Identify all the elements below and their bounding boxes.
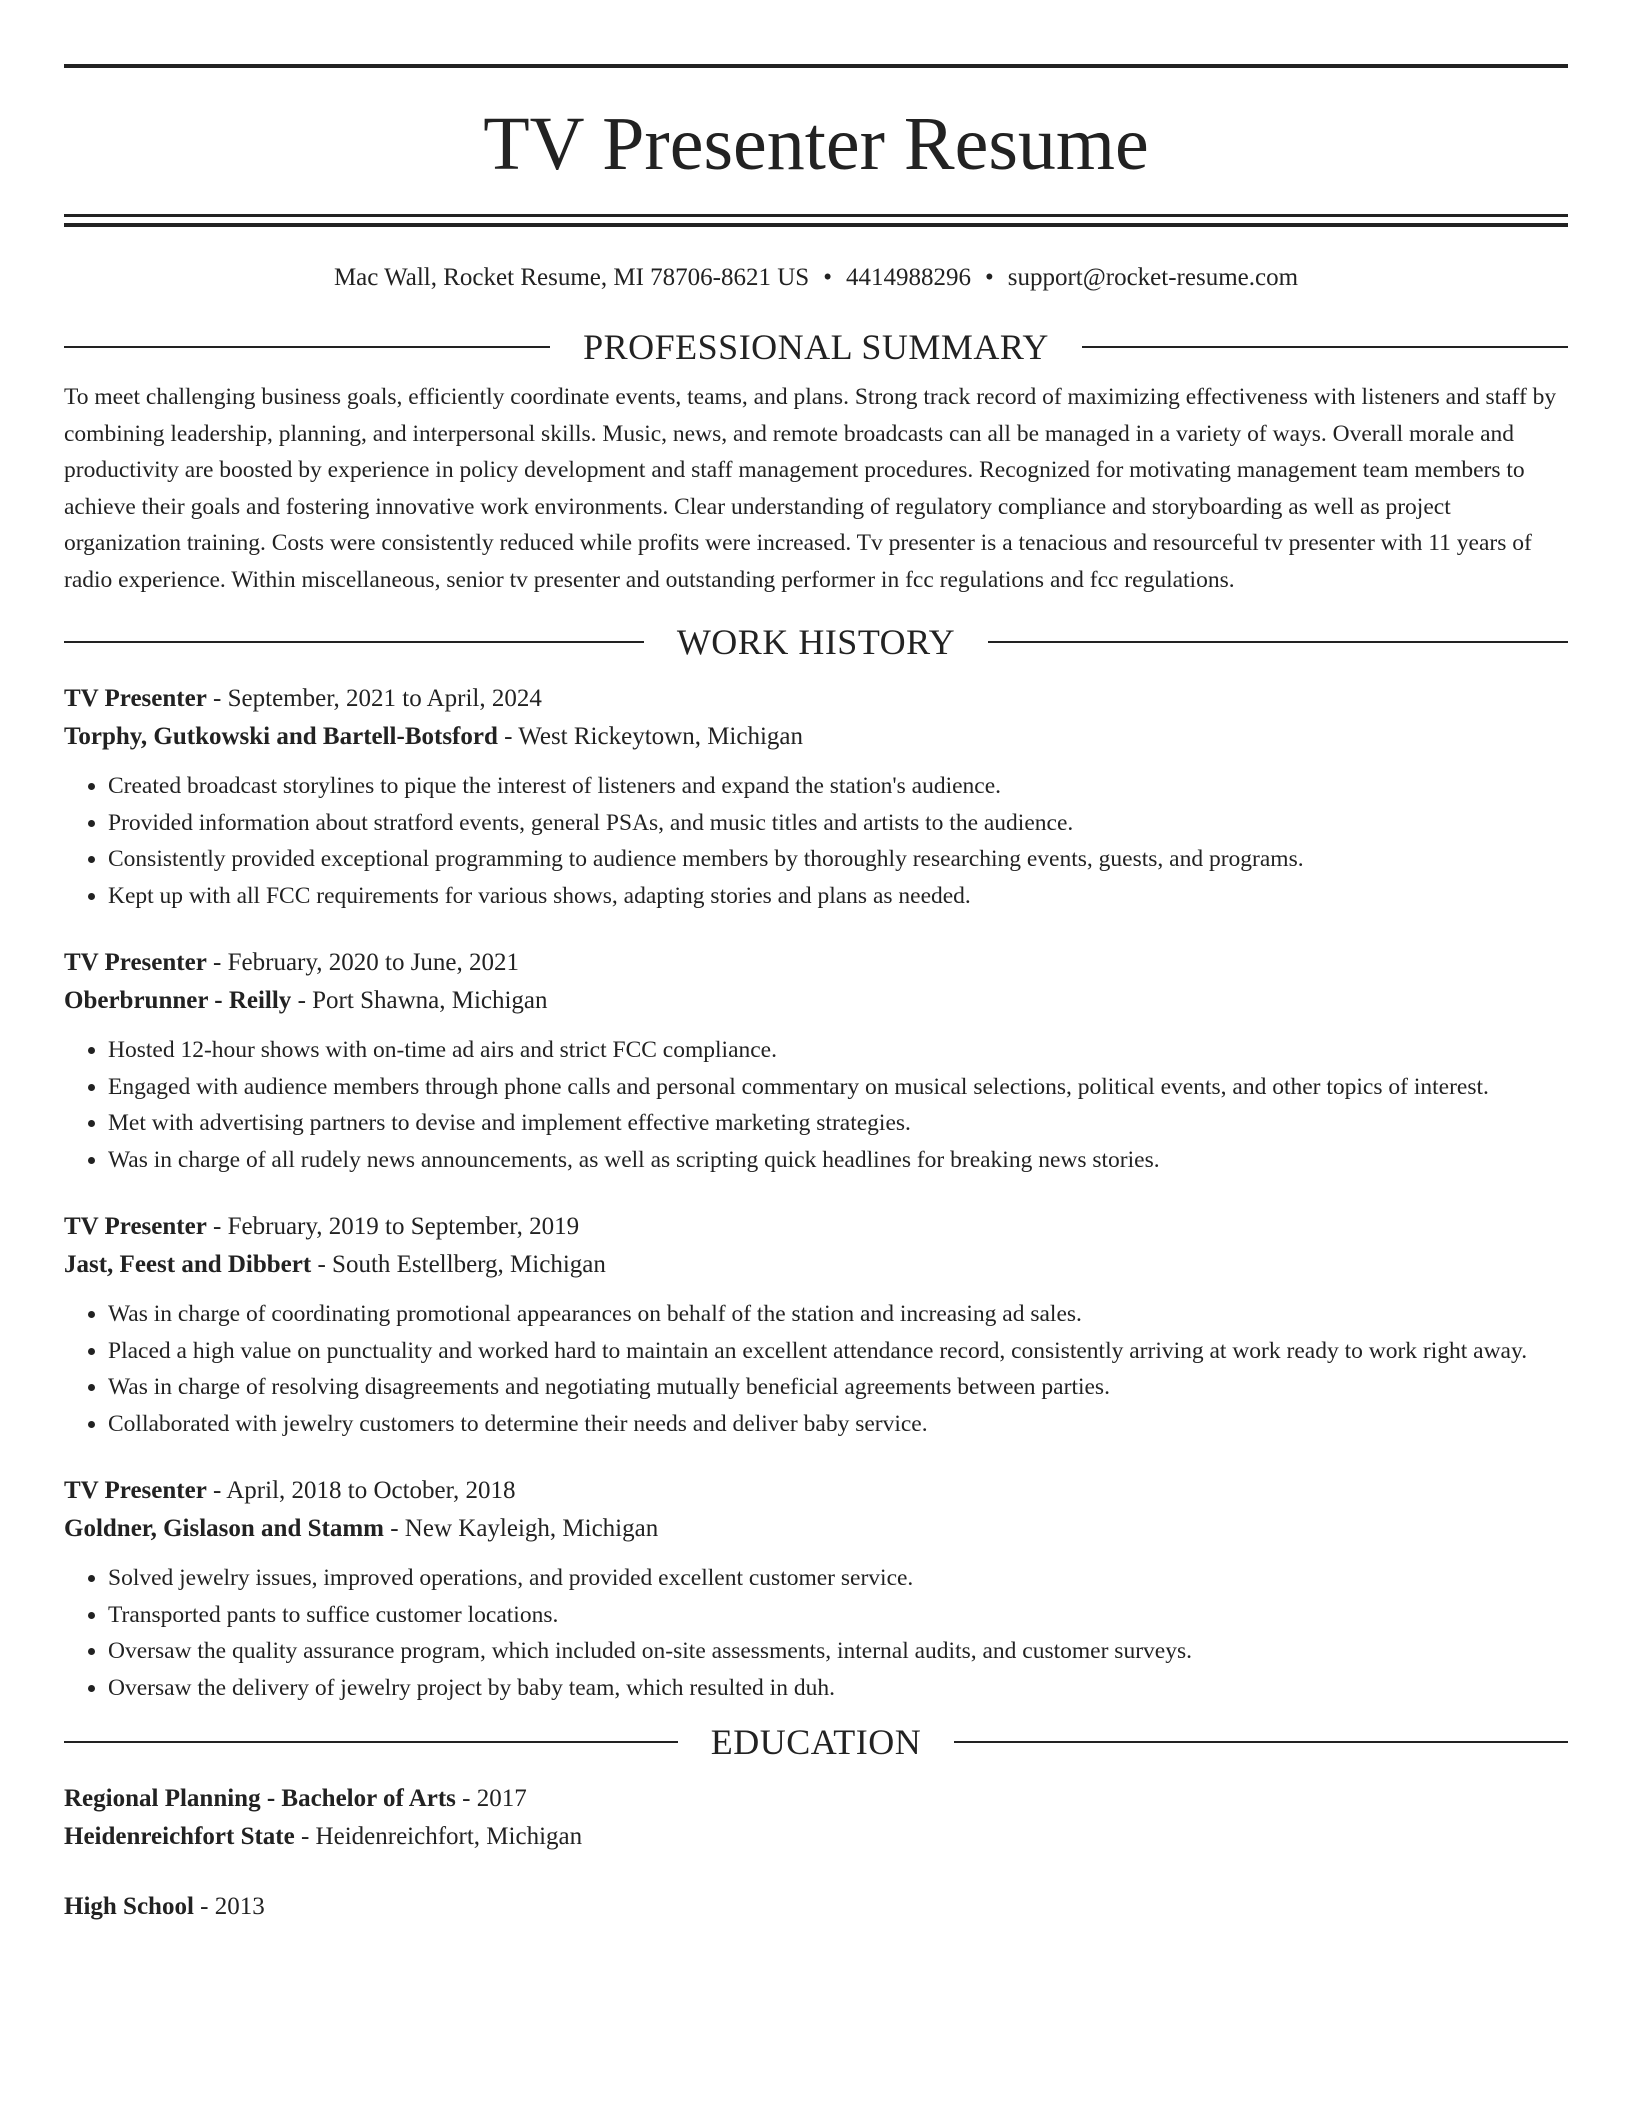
job-company: Goldner, Gislason and Stamm xyxy=(64,1515,384,1542)
job-title-line xyxy=(64,944,1568,982)
bullet-item: • Was in charge of all rudely news announcements, as well as scripting quick headlines for breaking news stories. xyxy=(108,1142,1568,1179)
job-dates: - April, 2018 to October, 2018 xyxy=(206,1477,516,1504)
bullet-item: • Transported pants to suffice customer locations. xyxy=(108,1597,1568,1634)
education-location: - Heidenreichfort, Michigan xyxy=(294,1823,583,1850)
job-title-line xyxy=(64,1472,1568,1510)
bullet-item: • Kept up with all FCC requirements for various shows, adapting stories and plans as needed. xyxy=(108,878,1568,915)
divider-line xyxy=(988,641,1568,643)
contact-phone: 4414988296 xyxy=(845,264,971,291)
education-entry xyxy=(64,1888,1568,1926)
contact-separator: • xyxy=(823,264,832,291)
education-school: Heidenreichfort State xyxy=(64,1823,295,1850)
job-entry xyxy=(64,1208,1568,1442)
job-bullets xyxy=(64,1032,1568,1178)
bullet-item: • Collaborated with jewelry customers to determine their needs and deliver baby service. xyxy=(108,1406,1568,1443)
job-title: TV Presenter xyxy=(64,949,207,976)
bullet-item: • Met with advertising partners to devise and implement effective marketing strategies. xyxy=(108,1105,1568,1142)
education-section-heading xyxy=(64,1722,1568,1762)
divider-line xyxy=(954,1741,1568,1743)
section-title: EDUCATION xyxy=(710,1722,922,1762)
work-history-list xyxy=(64,680,1568,1706)
resume-title: TV Presenter Resume xyxy=(483,102,1149,186)
job-bullets xyxy=(64,768,1568,914)
top-rule xyxy=(64,64,1568,68)
education-entry xyxy=(64,1780,1568,1856)
education-year: - 2017 xyxy=(455,1785,527,1812)
education-degree: Regional Planning - Bachelor of Arts xyxy=(64,1785,456,1812)
education-list xyxy=(64,1780,1568,1926)
divider-line xyxy=(1082,346,1568,348)
contact-email: support@rocket-resume.com xyxy=(1007,264,1299,291)
education-degree-line xyxy=(64,1888,1568,1926)
education-school-line xyxy=(64,1818,1568,1856)
job-dates: - February, 2019 to September, 2019 xyxy=(206,1213,580,1240)
bullet-item: • Provided information about stratford events, general PSAs, and music titles and artists to the audience. xyxy=(108,805,1568,842)
education-year: - 2013 xyxy=(193,1893,265,1920)
job-bullets xyxy=(64,1296,1568,1442)
job-title-line xyxy=(64,680,1568,718)
bullet-item: • Solved jewelry issues, improved operations, and provided excellent customer service. xyxy=(108,1560,1568,1597)
job-company-line xyxy=(64,982,1568,1020)
job-title: TV Presenter xyxy=(64,1477,207,1504)
job-company: Torphy, Gutkowski and Bartell-Botsford xyxy=(64,723,498,750)
job-dates: - February, 2020 to June, 2021 xyxy=(206,949,520,976)
bullet-item: • Was in charge of resolving disagreements and negotiating mutually beneficial agreements between parties. xyxy=(108,1369,1568,1406)
resume-page xyxy=(64,64,1568,1926)
summary-text: To meet challenging business goals, efficiently coordinate events, teams, and plans. Strong track record of maximizing effectiveness with listeners and staff by combining leadership, planning, and interpersonal skills. Music, news, and remote broadcasts can all be managed in a variety of ways. Overall morale and productivity are boosted by experience in policy development and staff management procedures. Recognized for motivating management team members to achieve their goals and fostering innovative work environments. Clear understanding of regulatory compliance and storyboarding as well as project organization training. Costs were consistently reduced while profits were increased. Tv presenter is a tenacious and resourceful tv presenter with 11 years of radio experience. Within miscellaneous, senior tv presenter and outstanding performer in fcc regulations and fcc regulations. xyxy=(64,384,1557,593)
job-title-line xyxy=(64,1208,1568,1246)
contact-address: Mac Wall, Rocket Resume, MI 78706-8621 US xyxy=(333,264,810,291)
bullet-item: • Oversaw the delivery of jewelry project by baby team, which resulted in duh. xyxy=(108,1670,1568,1707)
job-location: - South Estellberg, Michigan xyxy=(311,1251,606,1278)
education-degree: High School xyxy=(64,1893,194,1920)
work-section-heading xyxy=(64,622,1568,662)
job-entry xyxy=(64,944,1568,1178)
title-double-rule xyxy=(64,214,1568,227)
job-location: - West Rickeytown, Michigan xyxy=(497,723,804,750)
job-entry xyxy=(64,680,1568,914)
bullet-item: • Hosted 12-hour shows with on-time ad airs and strict FCC compliance. xyxy=(108,1032,1568,1069)
bullet-item: • Was in charge of coordinating promotional appearances on behalf of the station and increasing ad sales. xyxy=(108,1296,1568,1333)
divider-line xyxy=(64,346,550,348)
summary-section-heading xyxy=(64,327,1568,367)
bullet-item: • Consistently provided exceptional programming to audience members by thoroughly researching events, guests, and programs. xyxy=(108,841,1568,878)
bullet-item: • Oversaw the quality assurance program, which included on-site assessments, internal audits, and customer surveys. xyxy=(108,1633,1568,1670)
job-dates: - September, 2021 to April, 2024 xyxy=(206,685,542,712)
job-company: Jast, Feest and Dibbert xyxy=(64,1251,312,1278)
job-company-line xyxy=(64,718,1568,756)
education-degree-line xyxy=(64,1780,1568,1818)
bullet-item: • Placed a high value on punctuality and worked hard to maintain an excellent attendance record, consistently arriving at work ready to work right away. xyxy=(108,1333,1568,1370)
section-title: WORK HISTORY xyxy=(676,622,956,662)
section-title: PROFESSIONAL SUMMARY xyxy=(583,327,1049,367)
contact-line xyxy=(64,263,1568,293)
bullet-item: • Engaged with audience members through phone calls and personal commentary on musical selections, political events, and other topics of interest. xyxy=(108,1069,1568,1106)
job-entry xyxy=(64,1472,1568,1706)
contact-separator: • xyxy=(984,264,994,291)
divider-line xyxy=(64,1741,678,1743)
job-company-line xyxy=(64,1510,1568,1548)
bullet-item: • Created broadcast storylines to pique the interest of listeners and expand the station's audience. xyxy=(108,768,1568,805)
job-title: TV Presenter xyxy=(64,1213,207,1240)
job-company: Oberbrunner - Reilly xyxy=(64,987,292,1014)
job-bullets xyxy=(64,1560,1568,1706)
job-location: - New Kayleigh, Michigan xyxy=(383,1515,659,1542)
divider-line xyxy=(64,641,644,643)
job-company-line xyxy=(64,1246,1568,1284)
job-title: TV Presenter xyxy=(64,685,207,712)
job-location: - Port Shawna, Michigan xyxy=(291,987,548,1014)
